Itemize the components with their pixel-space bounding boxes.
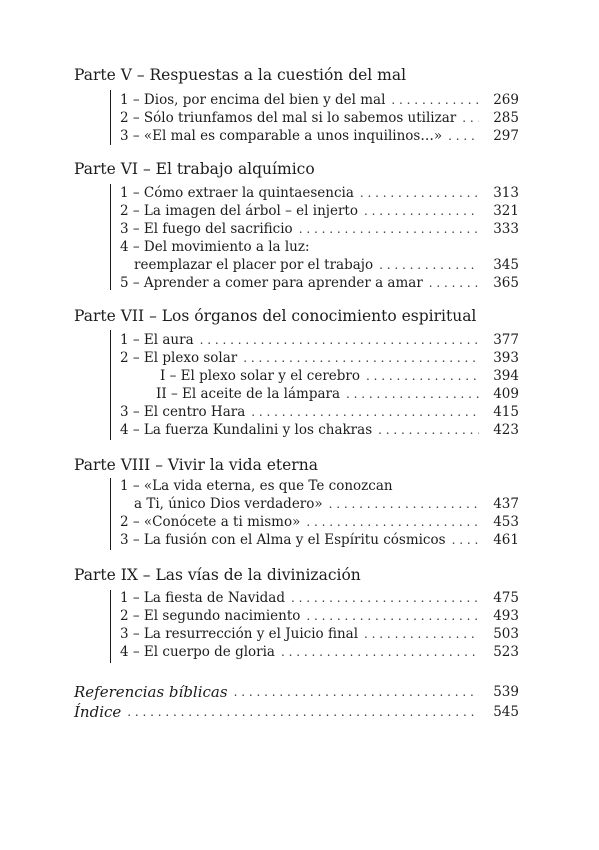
toc-entry[interactable] (120, 514, 519, 530)
page-number: 475 (493, 590, 519, 606)
page-number: 503 (493, 626, 519, 642)
toc-entry[interactable] (120, 590, 519, 606)
page-number: 321 (493, 203, 519, 219)
toc-entry[interactable] (120, 185, 519, 201)
toc-entry[interactable] (120, 532, 519, 548)
page-number: 415 (493, 404, 519, 420)
dot-leader (200, 332, 479, 348)
dot-leader (127, 704, 479, 720)
toc-entry[interactable] (120, 644, 519, 660)
entry-label: 3 – La resurrección y el Juicio final (120, 626, 359, 642)
dot-leader (379, 257, 479, 273)
section-bracket (110, 590, 111, 663)
entry-label: 4 – Del movimiento a la luz: (120, 239, 310, 255)
dot-leader (346, 386, 479, 402)
page-number: 453 (493, 514, 519, 530)
dot-leader (306, 514, 479, 530)
dot-leader (281, 644, 479, 660)
entry-label: 2 – Sólo triunfamos del mal si lo sabemos utilizar (120, 110, 457, 126)
entry-label: 3 – El centro Hara (120, 404, 246, 420)
page-number: 423 (493, 422, 519, 438)
dot-leader (243, 350, 479, 366)
part-title: Parte VIII – Vivir la vida eterna (74, 456, 318, 474)
dot-leader (299, 221, 479, 237)
page-number: 394 (493, 368, 519, 384)
toc-entry[interactable] (120, 332, 519, 348)
entry-label-continuation: a Ti, único Dios verdadero» (134, 496, 323, 512)
dot-leader (364, 626, 479, 642)
entry-label: 4 – La fuerza Kundalini y los chakras (120, 422, 373, 438)
page-number: 345 (493, 257, 519, 273)
page-number: 545 (493, 704, 519, 720)
page-number: 269 (493, 92, 519, 108)
entry-label: I – El plexo solar y el cerebro (160, 368, 361, 384)
toc-entry[interactable] (134, 496, 519, 512)
toc-subentry[interactable] (160, 368, 519, 384)
toc-entry[interactable] (120, 404, 519, 420)
toc-entry-first-line[interactable] (120, 239, 519, 255)
toc-entry[interactable] (134, 257, 519, 273)
section-bracket (110, 184, 111, 290)
page-number: 365 (493, 275, 519, 291)
page-number: 523 (493, 644, 519, 660)
toc-entry[interactable] (120, 110, 519, 126)
entry-label: 3 – La fusión con el Alma y el Espíritu cósmicos (120, 532, 446, 548)
toc-entry[interactable] (120, 608, 519, 624)
dot-leader (234, 684, 479, 700)
dot-leader (329, 496, 479, 512)
entry-label: 2 – «Conócete a ti mismo» (120, 514, 301, 530)
dot-leader (429, 275, 479, 291)
entry-label: 1 – Dios, por encima del bien y del mal (120, 92, 386, 108)
part-title: Parte IX – Las vías de la divinización (74, 566, 361, 584)
part-title: Parte V – Respuestas a la cuestión del mal (74, 66, 407, 84)
toc-entry[interactable] (120, 422, 519, 438)
page-number: 285 (493, 110, 519, 126)
dot-leader (452, 532, 479, 548)
entry-label: Índice (74, 703, 122, 721)
entry-label: 3 – «El mal es comparable a unos inquilinos…» (120, 128, 443, 144)
entry-label: 1 – Cómo extraer la quintaesencia (120, 185, 354, 201)
entry-label: 2 – El plexo solar (120, 350, 238, 366)
toc-entry-first-line[interactable] (120, 478, 519, 494)
page-number: 393 (493, 350, 519, 366)
page-number: 297 (493, 128, 519, 144)
dot-leader (364, 203, 479, 219)
toc-entry[interactable] (120, 92, 519, 108)
page-number: 437 (493, 496, 519, 512)
entry-label: II – El aceite de la lámpara (156, 386, 341, 402)
dot-leader (448, 128, 479, 144)
section-bracket (110, 90, 111, 145)
entry-label: 1 – «La vida eterna, es que Te conozcan (120, 478, 393, 494)
toc-appendix-entry[interactable] (74, 684, 519, 700)
toc-entry[interactable] (120, 275, 519, 291)
entry-label: 3 – El fuego del sacrificio (120, 221, 293, 237)
dot-leader (251, 404, 479, 420)
entry-label-continuation: reemplazar el placer por el trabajo (134, 257, 374, 273)
section-bracket (110, 478, 111, 550)
part-title: Parte VII – Los órganos del conocimiento espiritual (74, 307, 477, 325)
toc-entry[interactable] (120, 221, 519, 237)
page-number: 409 (493, 386, 519, 402)
entry-label: 1 – La fiesta de Navidad (120, 590, 285, 606)
dot-leader (360, 185, 479, 201)
page-number: 539 (493, 684, 519, 700)
toc-entry[interactable] (120, 128, 519, 144)
dot-leader (291, 590, 479, 606)
page-number: 313 (493, 185, 519, 201)
entry-label: 2 – El segundo nacimiento (120, 608, 301, 624)
dot-leader (306, 608, 479, 624)
entry-label: 1 – El aura (120, 332, 194, 348)
entry-label: 4 – El cuerpo de gloria (120, 644, 275, 660)
page-number: 333 (493, 221, 519, 237)
toc-entry[interactable] (120, 350, 519, 366)
part-title: Parte VI – El trabajo alquímico (74, 160, 315, 178)
dot-leader (391, 92, 479, 108)
page-number: 493 (493, 608, 519, 624)
dot-leader (462, 110, 479, 126)
toc-entry[interactable] (120, 203, 519, 219)
toc-subentry[interactable] (156, 386, 519, 402)
entry-label: 2 – La imagen del árbol – el injerto (120, 203, 358, 219)
toc-entry[interactable] (120, 626, 519, 642)
dot-leader (378, 422, 479, 438)
toc-appendix-entry[interactable] (74, 704, 519, 720)
page-number: 377 (493, 332, 519, 348)
section-bracket (110, 330, 111, 440)
entry-label: 5 – Aprender a comer para aprender a amar (120, 275, 423, 291)
dot-leader (366, 368, 479, 384)
page-number: 461 (493, 532, 519, 548)
entry-label: Referencias bíblicas (74, 683, 228, 701)
